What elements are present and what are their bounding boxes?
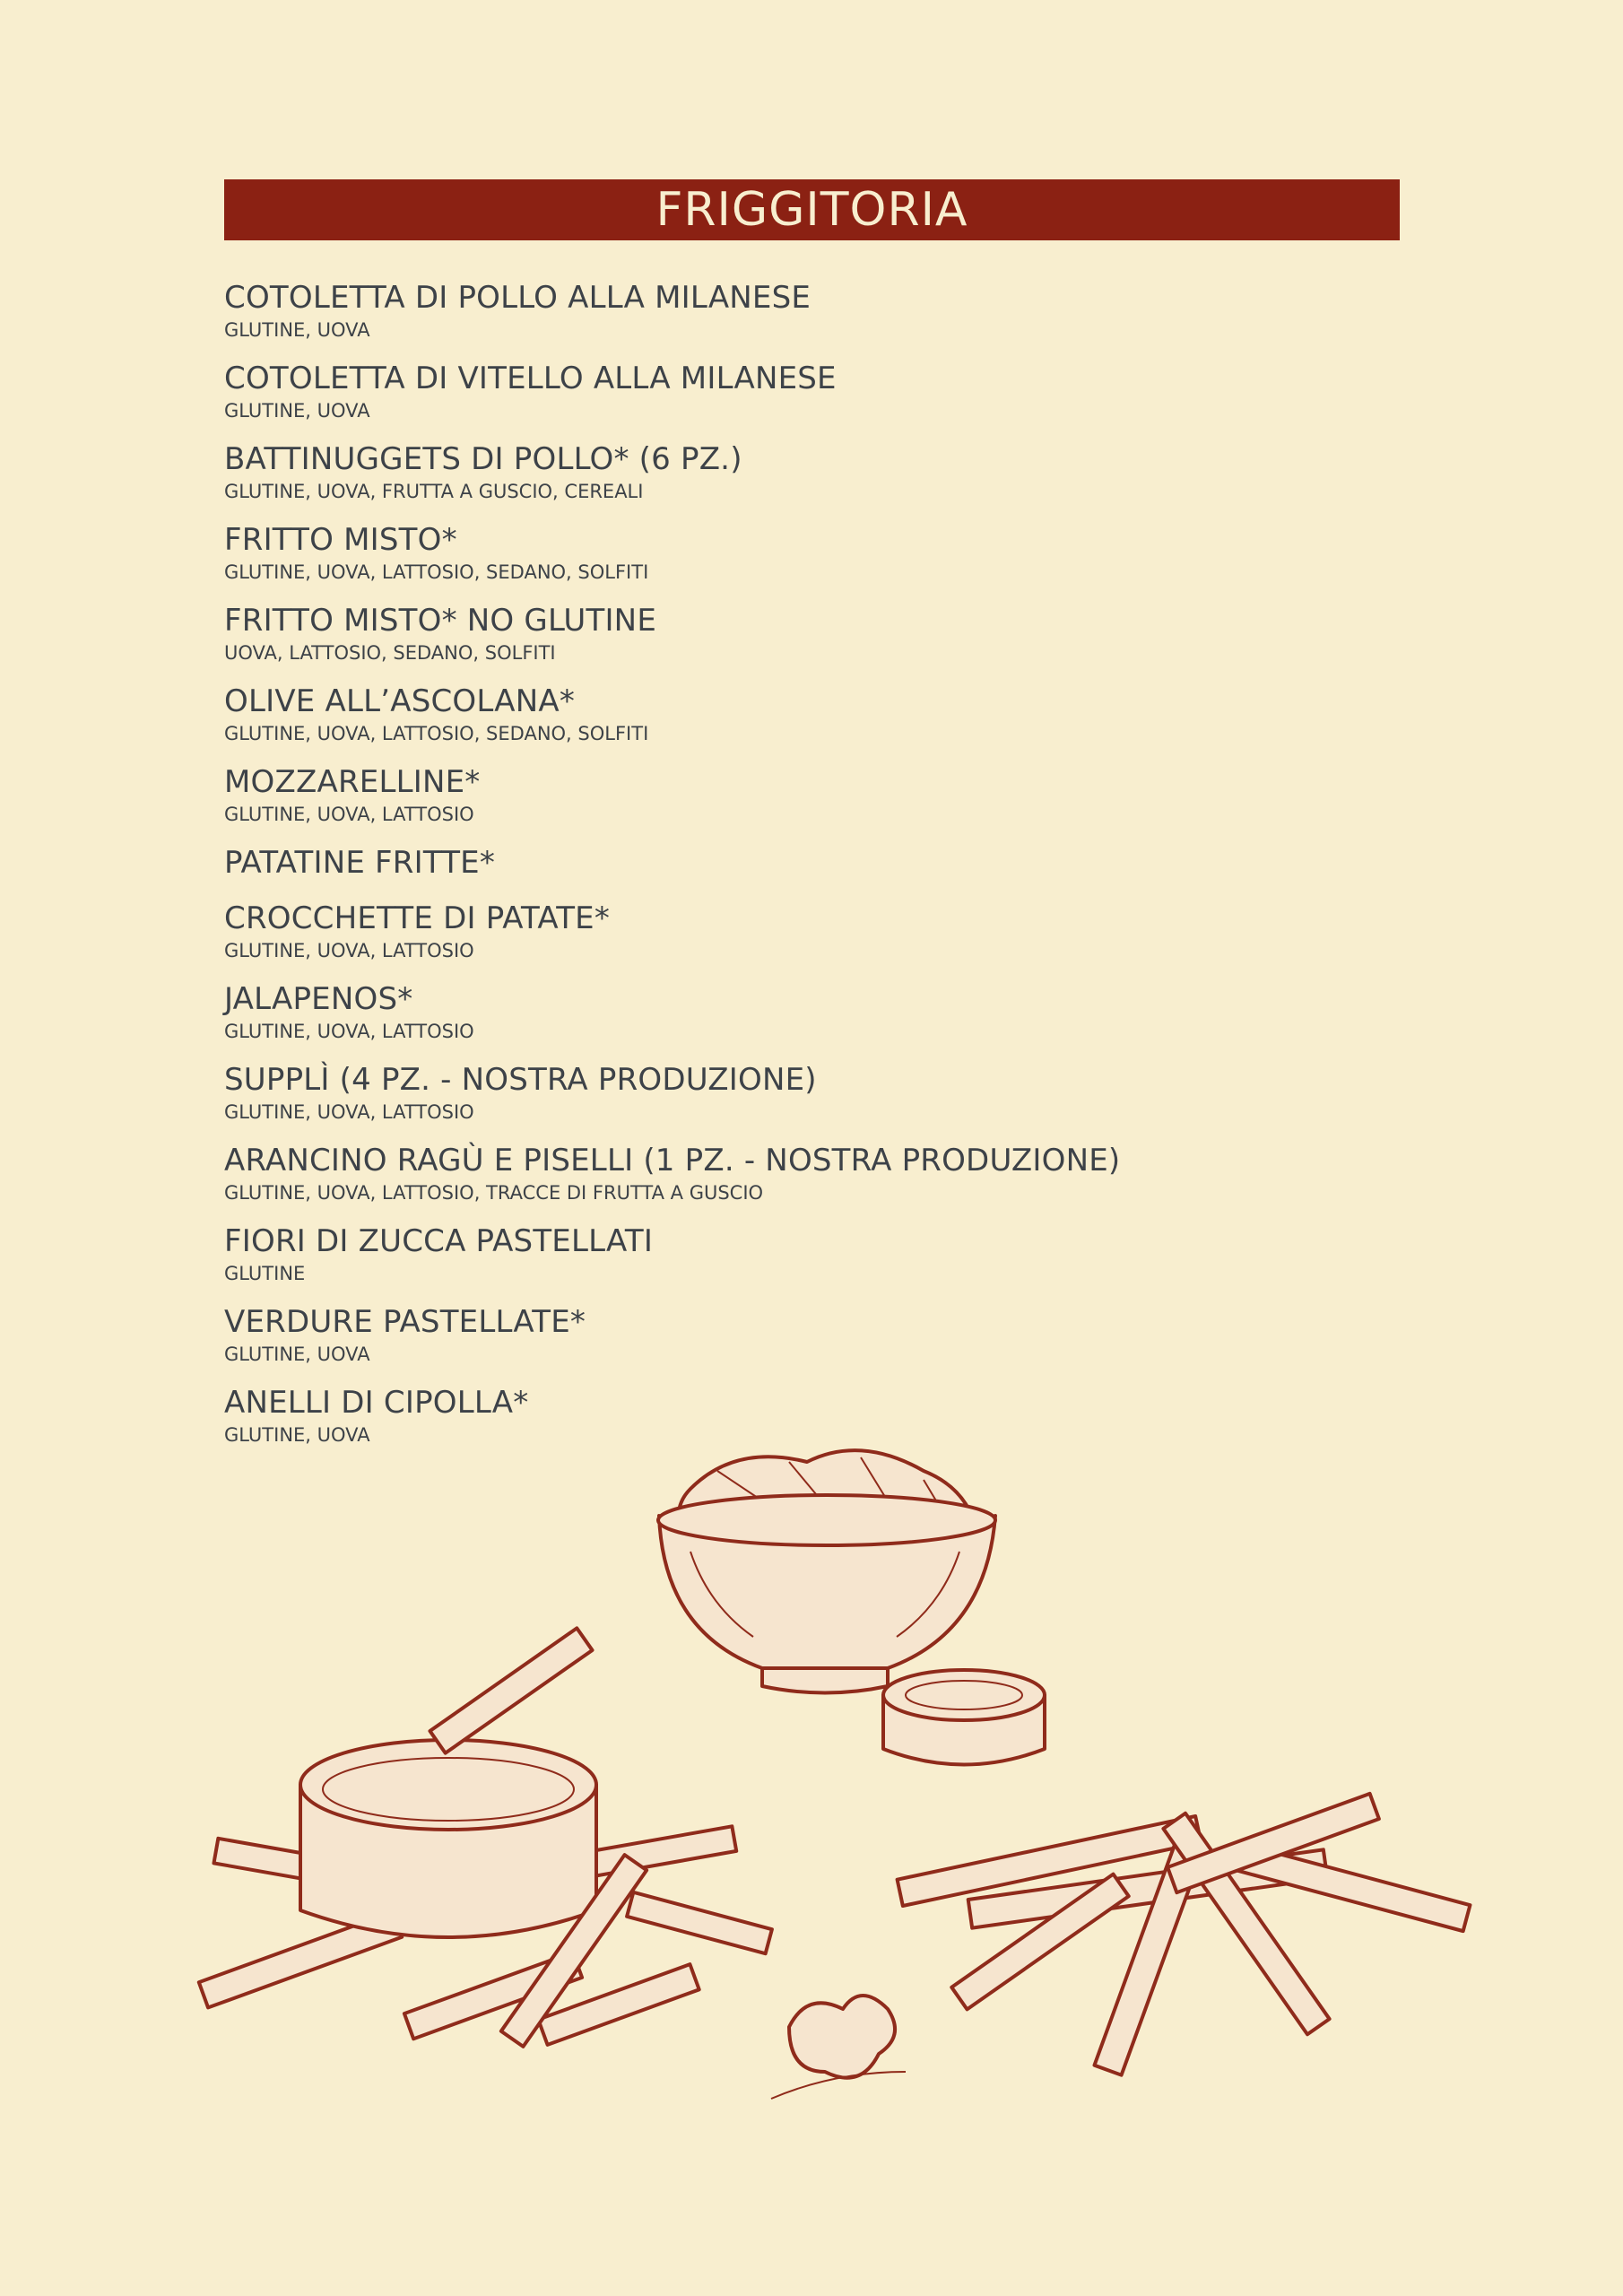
menu-item — [224, 439, 1390, 504]
menu-item — [224, 682, 1390, 746]
menu-item — [224, 359, 1390, 423]
menu-item — [224, 520, 1390, 585]
fried-food-illustration — [0, 1408, 1623, 2170]
menu-item-name: MOZZARELLINE* — [224, 764, 481, 800]
menu-item — [224, 1302, 1390, 1367]
fries-with-dip-icon — [199, 1628, 772, 2047]
menu-item-allergens: GLUTINE — [224, 1263, 306, 1284]
menu-item-name: JALAPENOS* — [224, 981, 413, 1017]
menu-item-name: ANELLI DI CIPOLLA* — [224, 1385, 529, 1421]
sauce-cup-icon — [883, 1670, 1045, 1765]
menu-item-name: COTOLETTA DI VITELLO ALLA MILANESE — [224, 361, 837, 396]
menu-item — [224, 601, 1390, 665]
section-title: FRIGGITORIA — [655, 183, 968, 237]
menu-item-name: FRITTO MISTO* — [224, 522, 457, 558]
menu-item-name: SUPPLÌ (4 PZ. - NOSTRA PRODUZIONE) — [224, 1062, 817, 1098]
menu-item-name: CROCCHETTE DI PATATE* — [224, 900, 611, 936]
menu-item-name: BATTINUGGETS DI POLLO* (6 PZ.) — [224, 441, 742, 477]
menu-item-allergens: GLUTINE, UOVA — [224, 1424, 370, 1446]
menu-item-name: COTOLETTA DI POLLO ALLA MILANESE — [224, 280, 812, 316]
menu-item-name: PATATINE FRITTE* — [224, 845, 496, 881]
menu-item — [224, 843, 1390, 883]
menu-item-allergens: GLUTINE, UOVA, LATTOSIO, TRACCE DI FRUTTA A GUSCIO — [224, 1182, 764, 1204]
menu-item-allergens: GLUTINE, UOVA, LATTOSIO, SEDANO, SOLFITI — [224, 723, 649, 744]
fries-pile-icon — [771, 1794, 1470, 2099]
menu-item-allergens: GLUTINE, UOVA — [224, 400, 370, 422]
menu-item — [224, 899, 1390, 963]
menu-item-allergens: GLUTINE, UOVA, LATTOSIO — [224, 804, 474, 825]
menu-item-allergens: GLUTINE, UOVA — [224, 319, 370, 341]
menu-item-allergens: GLUTINE, UOVA, FRUTTA A GUSCIO, CEREALI — [224, 481, 644, 502]
menu-item-allergens: GLUTINE, UOVA, LATTOSIO, SEDANO, SOLFITI — [224, 561, 649, 583]
menu-item-allergens: GLUTINE, UOVA — [224, 1344, 370, 1365]
potato-wedges-bowl-icon — [658, 1450, 995, 1692]
menu-item-allergens: GLUTINE, UOVA, LATTOSIO — [224, 940, 474, 961]
menu-item — [224, 1060, 1390, 1125]
menu-item-allergens: UOVA, LATTOSIO, SEDANO, SOLFITI — [224, 642, 556, 664]
menu-item-allergens: GLUTINE, UOVA, LATTOSIO — [224, 1101, 474, 1123]
menu-item-name: VERDURE PASTELLATE* — [224, 1304, 586, 1340]
menu-item-name: FIORI DI ZUCCA PASTELLATI — [224, 1223, 654, 1259]
menu-item-allergens: GLUTINE, UOVA, LATTOSIO — [224, 1021, 474, 1042]
menu-item-name: FRITTO MISTO* NO GLUTINE — [224, 603, 656, 639]
menu-item — [224, 762, 1390, 827]
menu-item — [224, 979, 1390, 1044]
menu-list — [224, 278, 1390, 1464]
menu-item — [224, 1222, 1390, 1286]
menu-item — [224, 278, 1390, 343]
menu-item-name: OLIVE ALL’ASCOLANA* — [224, 683, 576, 719]
menu-item-name: ARANCINO RAGÙ E PISELLI (1 PZ. - NOSTRA PRODUZIONE) — [224, 1143, 1121, 1178]
menu-item — [224, 1141, 1390, 1205]
section-banner — [224, 179, 1400, 240]
